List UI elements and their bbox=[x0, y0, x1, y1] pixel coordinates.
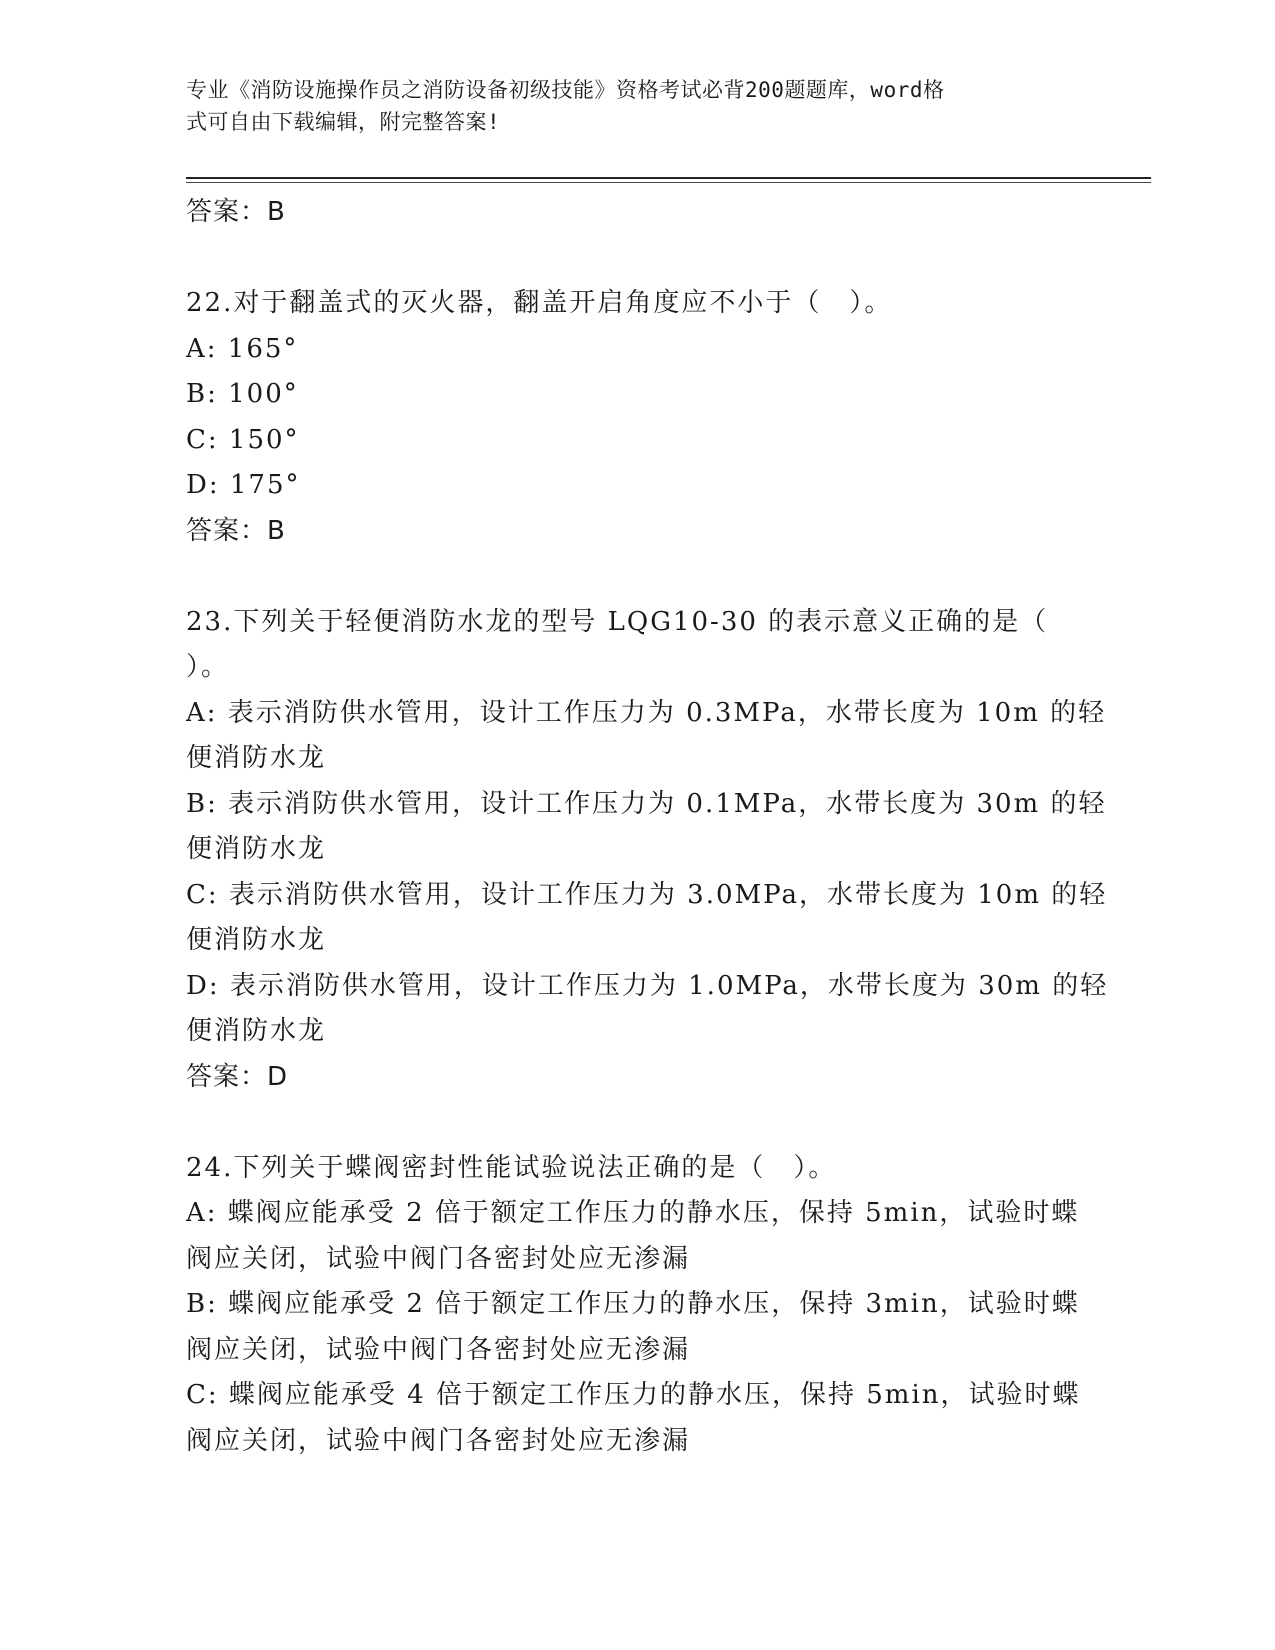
question-stem-line-1: 23.下列关于轻便消防水龙的型号 LQG10-30 的表示意义正确的是（ bbox=[186, 606, 1049, 637]
option-a-line-1: A: 蝶阀应能承受 2 倍于额定工作压力的静水压，保持 5min，试验时蝶 bbox=[186, 1198, 1080, 1228]
question-22 bbox=[186, 281, 1086, 554]
option-c: C: 150° bbox=[186, 424, 300, 455]
option-a-line-2: 便消防水龙 bbox=[186, 743, 327, 773]
option-b-line-2: 便消防水龙 bbox=[186, 834, 327, 864]
header-line-1: 专业《消防设施操作员之消防设备初级技能》资格考试必背200题题库，word格 bbox=[186, 78, 945, 102]
question-answer: 答案：B bbox=[186, 515, 286, 546]
question-23 bbox=[186, 600, 1109, 1101]
option-a: A: 165° bbox=[186, 333, 299, 364]
option-d-line-2: 便消防水龙 bbox=[186, 1016, 327, 1046]
option-d: D: 175° bbox=[186, 470, 301, 500]
option-b-line-1: B: 表示消防供水管用，设计工作压力为 0.1MPa，水带长度为 30m 的轻 bbox=[186, 788, 1107, 819]
document-header bbox=[186, 74, 1066, 138]
question-stem: 24.下列关于蝶阀密封性能试验说法正确的是（ ）。 bbox=[186, 1152, 837, 1183]
question-24 bbox=[186, 1146, 1086, 1465]
option-a-line-2: 阀应关闭，试验中阀门各密封处应无渗漏 bbox=[186, 1243, 691, 1274]
spacer bbox=[186, 236, 1086, 282]
option-c-line-2: 便消防水龙 bbox=[186, 925, 327, 955]
option-b-line-1: B: 蝶阀应能承受 2 倍于额定工作压力的静水压，保持 3min，试验时蝶 bbox=[186, 1289, 1080, 1319]
question-stem: 22.对于翻盖式的灭火器，翻盖开启角度应不小于（ ）。 bbox=[186, 288, 893, 318]
option-c-line-2: 阀应关闭，试验中阀门各密封处应无渗漏 bbox=[186, 1425, 691, 1456]
question-list bbox=[186, 190, 1109, 1464]
spacer bbox=[186, 554, 1086, 600]
option-c-line-1: C: 表示消防供水管用，设计工作压力为 3.0MPa，水带长度为 10m 的轻 bbox=[186, 879, 1108, 910]
option-b-line-2: 阀应关闭，试验中阀门各密封处应无渗漏 bbox=[186, 1334, 691, 1365]
header-divider-thin bbox=[186, 182, 1151, 183]
header-divider-thick bbox=[186, 177, 1151, 179]
spacer bbox=[186, 1100, 1086, 1146]
option-b: B: 100° bbox=[186, 379, 299, 409]
previous-answer: 答案：B bbox=[186, 197, 286, 227]
question-stem-line-2: ）。 bbox=[186, 652, 230, 682]
header-line-2: 式可自由下载编辑，附完整答案! bbox=[186, 110, 501, 134]
option-c-line-1: C: 蝶阀应能承受 4 倍于额定工作压力的静水压，保持 5min，试验时蝶 bbox=[186, 1380, 1081, 1410]
question-answer: 答案：D bbox=[186, 1061, 289, 1092]
option-a-line-1: A: 表示消防供水管用，设计工作压力为 0.3MPa，水带长度为 10m 的轻 bbox=[186, 697, 1107, 728]
option-d-line-1: D: 表示消防供水管用，设计工作压力为 1.0MPa，水带长度为 30m 的轻 bbox=[186, 970, 1109, 1001]
